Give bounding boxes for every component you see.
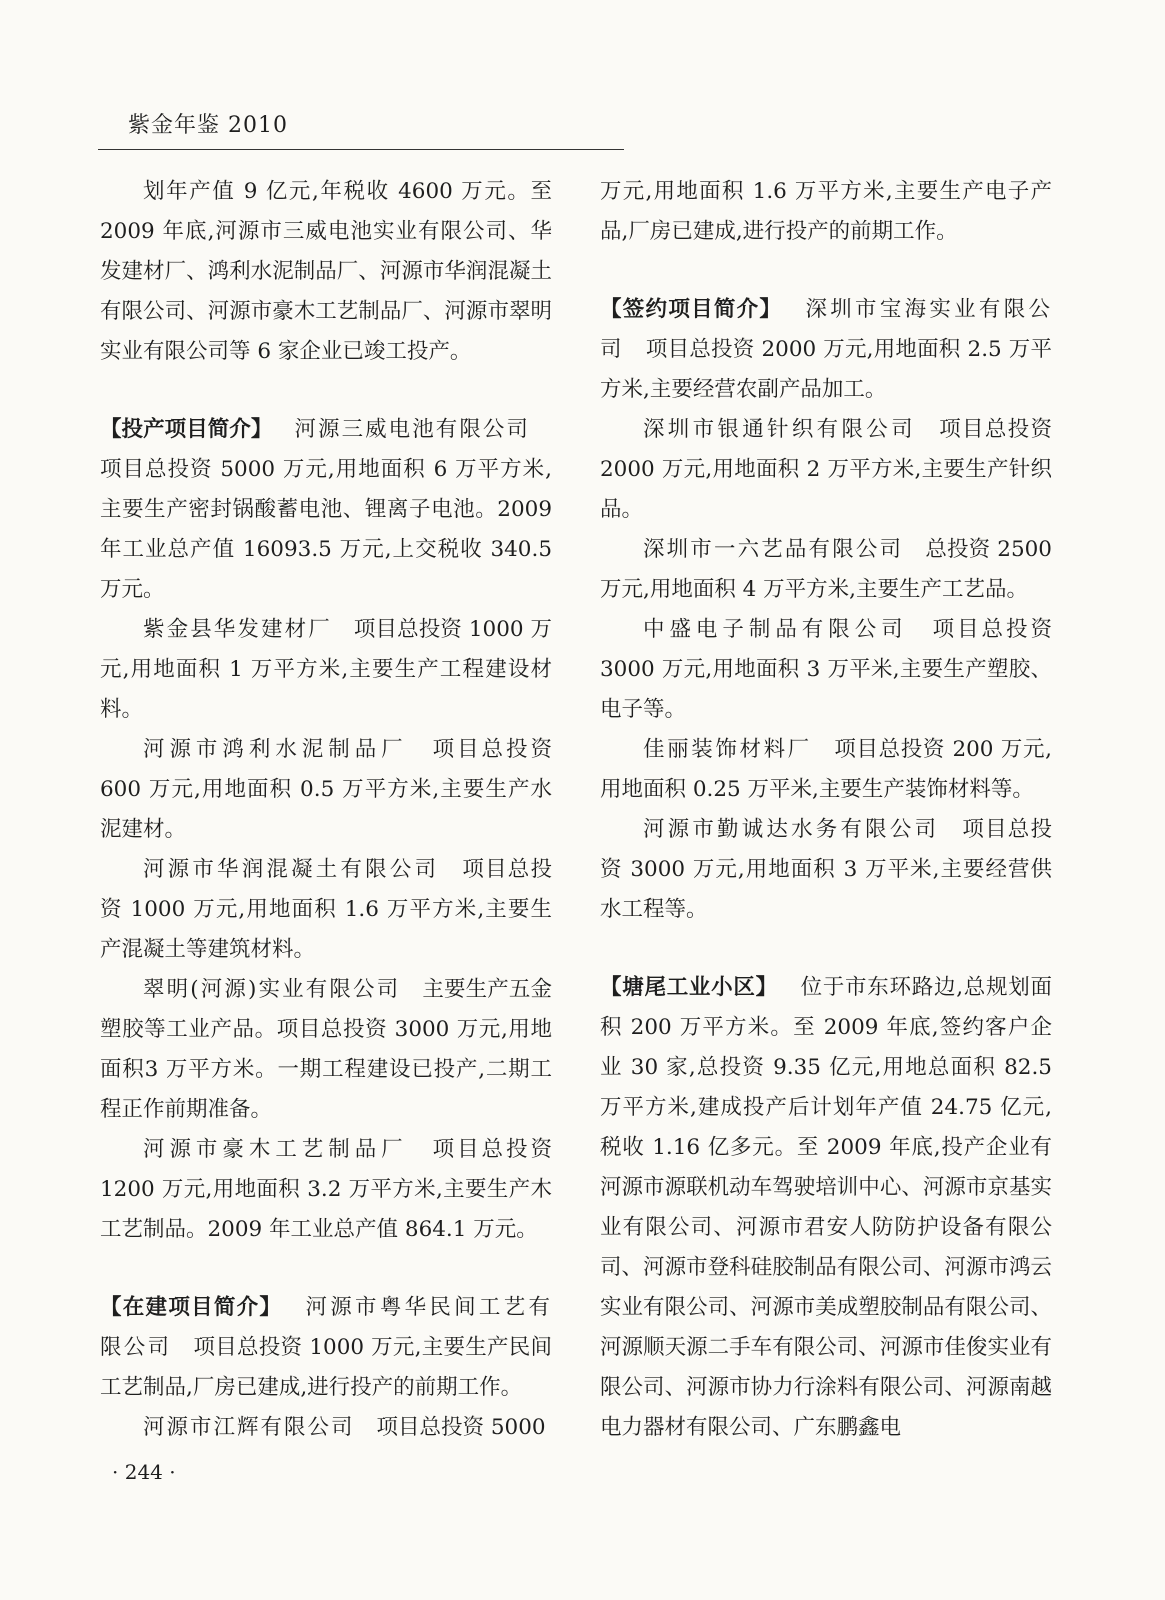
company-name: 翠明(河源)实业有限公司 [143,977,401,1002]
entry-text: 项目总投资 3000 万元,用地面积 3 万平米,主要经营供水工程等。 [600,817,1052,922]
signed-entry [600,410,1052,530]
construction-entry [100,1408,552,1448]
signed-entry [600,610,1052,730]
left-column [100,172,552,1448]
section-heading-construction: 【在建项目简介】 [100,1295,283,1320]
entry-text: 项目总投资 1000 万元,主要生产民间工艺制品,厂房已建成,进行投产的前期工作。 [100,1335,552,1400]
company-name: 深圳市宝海实业有限公司 [600,297,1052,362]
production-entry [100,970,552,1130]
company-name: 河源市粤华民间工艺有限公司 [100,1295,552,1360]
entry-text: 项目总投资 1000 万元,用地面积 1.6 万平方米,主要生产混凝土等建筑材料。 [100,857,552,962]
signed-entry [600,530,1052,610]
entry-text: 项目总投资 600 万元,用地面积 0.5 万平方米,主要生产水泥建材。 [100,737,552,842]
company-name: 中盛电子制品有限公司 [643,617,908,642]
production-first-entry [100,410,552,610]
company-name: 紫金县华发建材厂 [143,617,332,642]
company-name: 河源市华润混凝土有限公司 [143,857,440,882]
running-header: 紫金年鉴 2010 [128,113,288,138]
header-rule [98,149,624,150]
company-name: 河源三威电池有限公司 [294,417,530,442]
right-column [600,172,1052,1448]
entry-text: 项目总投资 200 万元,用地面积 0.25 万平米,主要生产装饰材料等。 [600,737,1052,802]
intro-paragraph: 划年产值 9 亿元,年税收 4600 万元。至 2009 年底,河源市三威电池实业有限公司、华发建材厂、鸿利水泥制品厂、河源市华润混凝土有限公司、河源市豪木工艺制品厂、河源市翠明实业有限公司等 6 家企业已竣工投产。 [100,179,552,364]
entry-text: 位于市东环路边,总规划面积 200 万平方米。至 2009 年底,签约客户企业 30 家,总投资 9.35 亿元,用地总面积 82.5 万平方米,建成投产后计划年产值 24.75 亿元,税收 1.16 亿多元。至 2009 年底,投产企业有河源市源联机动车驾驶培训中心、河源市京基实业有限公司、河源市君安人防防护设备有限公司、河源市登科硅胶制品有限公司、河源市鸿云实业有限公司、河源市美成塑胶制品有限公司、河源顺天源二手车有限公司、河源市佳俊实业有限公司、河源市协力行涂料有限公司、河源南越电力器材有限公司、广东鹏鑫电 [600,975,1052,1440]
continuation-paragraph: 万元,用地面积 1.6 万平方米,主要生产电子产品,厂房已建成,进行投产的前期工作。 [600,179,1052,244]
company-name: 佳丽装饰材料厂 [643,737,812,762]
production-entry [100,850,552,970]
page-number: · 244 · [112,1460,176,1484]
company-name: 河源市豪木工艺制品厂 [143,1137,408,1162]
production-entry [100,1130,552,1250]
entry-text: 项目总投资 5000 [376,1415,546,1440]
production-entry [100,610,552,730]
construction-first-entry [100,1288,552,1408]
entry-text: 项目总投资 1200 万元,用地面积 3.2 万平方米,主要生产木工艺制品。2009 年工业总产值 864.1 万元。 [100,1137,552,1242]
company-name: 深圳市银通针织有限公司 [643,417,916,442]
entry-text: 项目总投资 1000 万元,用地面积 1 万平方米,主要生产工程建设材料。 [100,617,552,722]
company-name: 深圳市一六艺品有限公司 [643,537,904,562]
section-heading-signed: 【签约项目简介】 [600,297,783,322]
signed-entry [600,810,1052,930]
tangwei-entry [600,968,1052,1448]
entry-text: 项目总投资 2000 万元,用地面积 2 万平方米,主要生产针织品。 [600,417,1052,522]
entry-text: 总投资 2500 万元,用地面积 4 万平方米,主要生产工艺品。 [600,537,1052,602]
entry-text: 主要生产五金塑胶等工业产品。项目总投资 3000 万元,用地面积3 万平方米。一期工程建设已投产,二期工程正作前期准备。 [100,977,552,1122]
signed-first-entry [600,290,1052,410]
entry-text: 项目总投资 2000 万元,用地面积 2.5 万平方米,主要经营农副产品加工。 [600,337,1052,402]
production-entry [100,730,552,850]
company-name: 河源市鸿利水泥制品厂 [143,737,408,762]
entry-text: 项目总投资 5000 万元,用地面积 6 万平方米,主要生产密封锅酸蓄电池、锂离子电池。2009 年工业总产值 16093.5 万元,上交税收 340.5 万元。 [100,457,552,602]
company-name: 河源市江辉有限公司 [143,1415,355,1440]
company-name: 河源市勤诚达水务有限公司 [643,817,940,842]
section-heading-tangwei: 【塘尾工业小区】 [600,975,778,1000]
signed-entry [600,730,1052,810]
entry-text: 项目总投资 3000 万元,用地面积 3 万平米,主要生产塑胶、电子等。 [600,617,1052,722]
section-heading-production: 【投产项目简介】 [100,417,273,442]
